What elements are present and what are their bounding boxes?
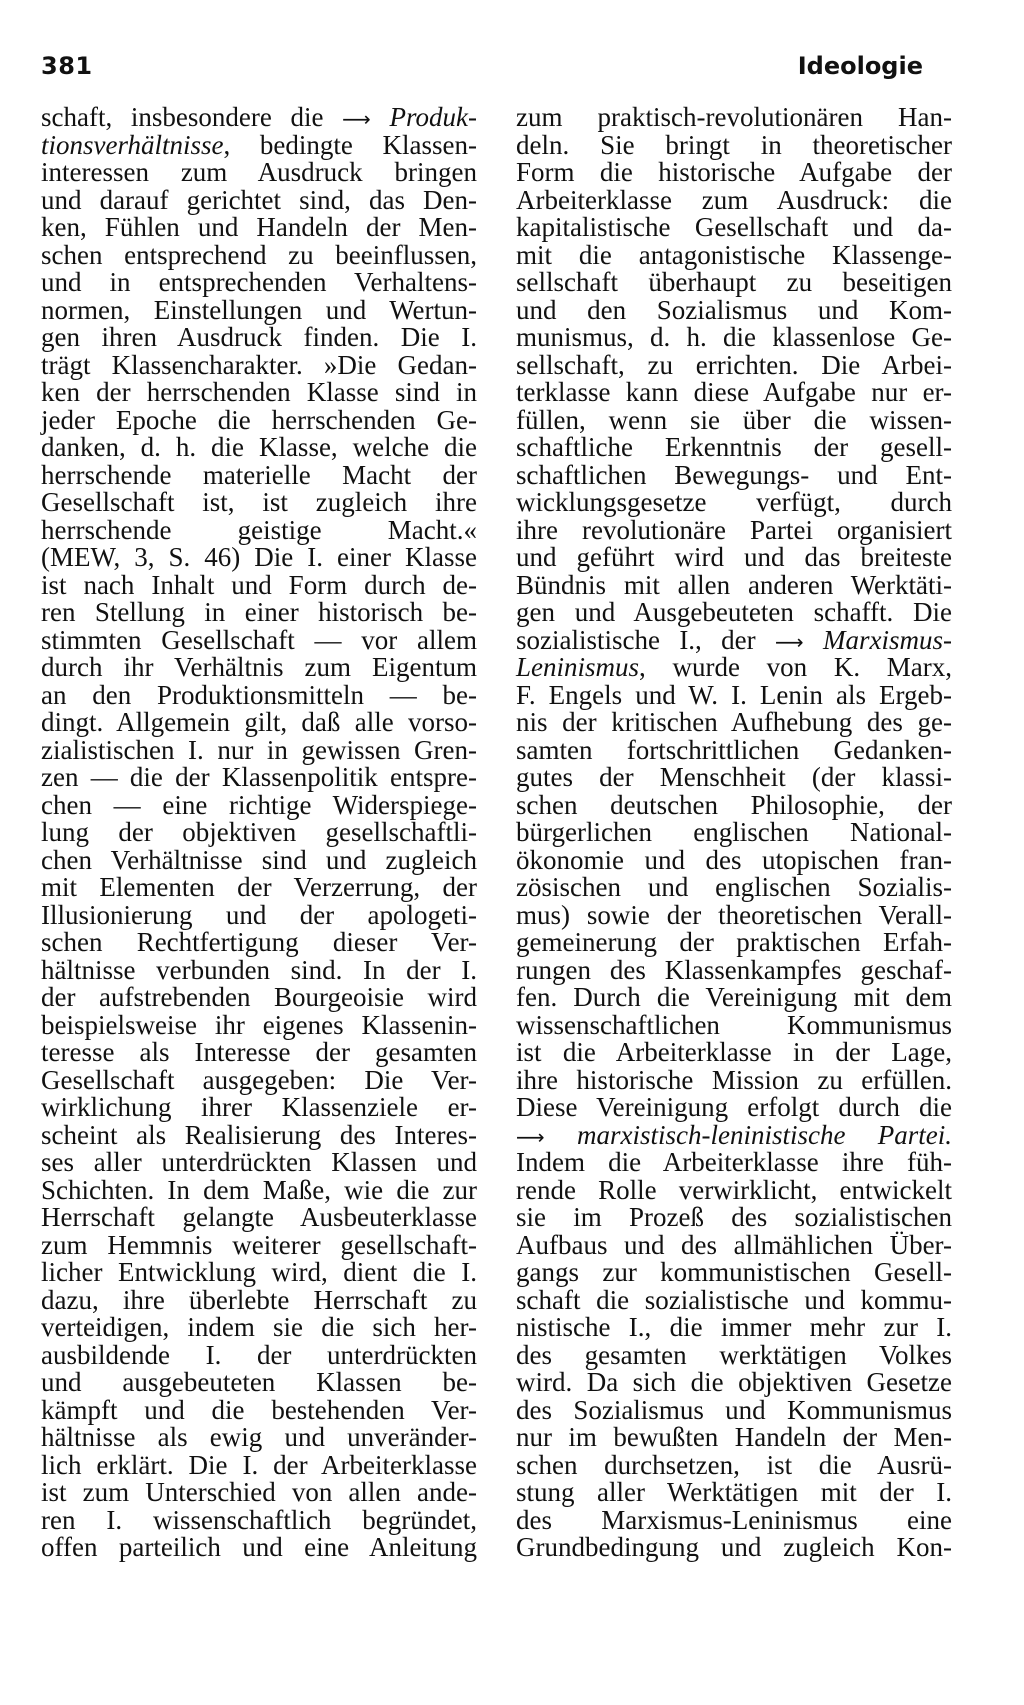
text-line xyxy=(516,104,952,132)
text-line xyxy=(516,844,952,875)
text-line xyxy=(41,899,477,930)
text-line xyxy=(41,1424,477,1452)
text-line xyxy=(41,624,477,655)
text-segment: dingt. Allgemein gilt, daß alle vorso- xyxy=(41,707,477,737)
text-line xyxy=(516,1064,952,1095)
text-line xyxy=(41,734,477,765)
text-segment: wissenschaftlichen Kommunismus xyxy=(516,1009,952,1040)
text-line xyxy=(516,459,952,490)
text-segment: und darauf gerichtet sind, das Den- xyxy=(41,184,477,215)
text-segment: scheint als Realisierung des Interes- xyxy=(41,1119,477,1150)
text-segment: gen und Ausgebeuteten schafft. Die xyxy=(516,597,952,627)
text-line xyxy=(516,874,952,902)
text-line xyxy=(41,1284,477,1315)
cross-reference-term: marxistisch-leninistische Partei. xyxy=(544,1119,952,1150)
text-line xyxy=(41,1369,477,1397)
text-line xyxy=(41,1259,477,1287)
text-segment: bürgerlichen englischen National- xyxy=(516,817,952,847)
text-segment: ren I. wissenschaftlich begründet, xyxy=(41,1504,477,1535)
text-segment: normen, Einstellungen und Wertun- xyxy=(41,294,477,325)
text-line xyxy=(41,129,477,160)
text-segment: zösischen und englischen Sozialis- xyxy=(516,872,952,902)
text-segment: gen ihren Ausdruck finden. Die I. xyxy=(41,322,477,352)
text-line xyxy=(516,599,952,627)
text-segment: ist nach Inhalt und Form durch de- xyxy=(41,569,477,600)
text-segment: des Marxismus-Leninismus eine xyxy=(516,1504,952,1535)
cross-reference-term: Leninismus xyxy=(516,652,640,682)
text-line xyxy=(516,984,952,1012)
text-segment: füllen, wenn sie über die wissen- xyxy=(516,404,952,435)
running-head: Ideologie xyxy=(797,52,923,80)
text-segment: ist zum Unterschied von allen ande- xyxy=(41,1477,477,1507)
text-segment: und ausgebeuteten Klassen be- xyxy=(41,1367,477,1397)
text-line xyxy=(516,294,952,325)
text-segment: Aufbaus und des allmählichen Über- xyxy=(516,1229,952,1260)
text-segment: mit Elementen der Verzerrung, der xyxy=(41,872,477,902)
text-segment: beispielsweise ihr eigenes Klassenin- xyxy=(41,1009,477,1040)
text-segment: fen. Durch die Vereinigung mit dem xyxy=(516,982,952,1012)
cross-reference-arrow-icon: ⟶ xyxy=(516,1124,545,1149)
cross-reference-arrow-icon: ⟶ xyxy=(342,107,371,131)
text-segment: Schichten. In dem Maße, wie die zur xyxy=(41,1174,477,1205)
text-line xyxy=(41,1479,477,1507)
text-line xyxy=(41,1314,477,1342)
text-line xyxy=(516,514,952,545)
text-segment: danken, d. h. die Klasse, welche die xyxy=(41,432,477,462)
text-segment: kämpft und die bestehenden Ver- xyxy=(41,1394,477,1425)
text-segment: Bündnis mit allen anderen Werktäti- xyxy=(516,569,952,600)
text-segment: und in entsprechenden Verhaltens- xyxy=(41,267,477,297)
text-line xyxy=(41,269,477,297)
text-segment: , wurde von K. Marx, xyxy=(639,652,952,682)
text-line xyxy=(516,709,952,737)
text-line xyxy=(41,984,477,1012)
text-segment: schen Rechtfertigung dieser Ver- xyxy=(41,927,477,957)
text-line xyxy=(516,349,952,380)
text-line xyxy=(41,844,477,875)
text-segment: ökonomie und des utopischen fran- xyxy=(516,844,952,875)
text-segment: schen entsprechend zu beeinflussen, xyxy=(41,239,477,270)
text-segment: der aufstrebenden Bourgeoisie wird xyxy=(41,982,477,1012)
text-segment: zialistischen I. nur in gewissen Gren- xyxy=(41,734,477,765)
text-line xyxy=(516,1094,952,1122)
text-line xyxy=(41,1229,477,1260)
text-line xyxy=(41,514,477,545)
text-segment: samten fortschrittlichen Gedanken- xyxy=(516,734,952,765)
cross-reference-term: Produk- xyxy=(370,102,477,132)
text-line xyxy=(41,789,477,820)
text-segment: zum praktisch-revolutionären Han- xyxy=(516,102,952,132)
text-segment: nur im bewußten Handeln der Men- xyxy=(516,1422,952,1452)
text-segment: mit die antagonistische Klassenge- xyxy=(516,239,952,270)
text-line xyxy=(516,789,952,820)
text-line xyxy=(516,1479,952,1507)
text-line xyxy=(516,1339,952,1370)
text-segment: ihre revolutionäre Partei organisiert xyxy=(516,514,952,545)
text-line xyxy=(516,1174,952,1205)
text-line xyxy=(41,1504,477,1535)
text-line xyxy=(516,1394,952,1425)
text-line xyxy=(41,159,477,187)
text-line xyxy=(41,489,477,517)
text-segment: zen — die der Klassenpolitik entspre- xyxy=(41,762,477,792)
text-segment: sie im Prozeß des sozialistischen xyxy=(516,1202,952,1232)
text-line xyxy=(516,1534,952,1562)
text-line xyxy=(41,459,477,490)
text-segment: trägt Klassencharakter. »Die Gedan- xyxy=(41,349,477,380)
text-segment: wird. Da sich die objektiven Gesetze xyxy=(516,1367,952,1397)
text-segment: ihre historische Mission zu erfüllen. xyxy=(516,1064,952,1095)
text-line xyxy=(41,954,477,985)
text-line xyxy=(516,1149,952,1177)
text-line xyxy=(516,1424,952,1452)
text-line xyxy=(516,1449,952,1480)
text-segment: Gesellschaft ist, ist zugleich ihre xyxy=(41,487,477,517)
text-line xyxy=(516,1009,952,1040)
text-line xyxy=(516,1119,952,1150)
text-segment: Diese Vereinigung erfolgt durch die xyxy=(516,1092,952,1122)
text-segment: stung aller Werktätigen mit der I. xyxy=(516,1477,952,1507)
text-line xyxy=(41,654,477,682)
text-line xyxy=(41,599,477,627)
text-line xyxy=(516,1259,952,1287)
text-segment: hältnisse verbunden sind. In der I. xyxy=(41,954,477,985)
text-segment: teresse als Interesse der gesamten xyxy=(41,1037,477,1067)
text-segment: hältnisse als ewig und unveränder- xyxy=(41,1422,477,1452)
cross-reference-term: Marxismus- xyxy=(803,624,952,655)
text-segment: ken, Fühlen und Handeln der Men- xyxy=(41,212,477,242)
text-line xyxy=(516,1504,952,1535)
text-segment: munismus, d. h. die klassenlose Ge- xyxy=(516,322,952,352)
text-line xyxy=(516,379,952,407)
text-segment: verteidigen, indem sie die sich her- xyxy=(41,1312,477,1342)
cross-reference-term: tionsverhältnisse xyxy=(41,129,224,160)
text-line xyxy=(41,1534,477,1562)
text-line xyxy=(516,1314,952,1342)
text-segment: F. Engels und W. I. Lenin als Ergeb- xyxy=(516,679,952,710)
text-segment: und den Sozialismus und Kom- xyxy=(516,294,952,325)
text-line xyxy=(516,159,952,187)
text-line xyxy=(516,1204,952,1232)
text-line xyxy=(516,679,952,710)
text-segment: schen durchsetzen, ist die Ausrü- xyxy=(516,1449,952,1480)
text-segment: Grundbedingung und zugleich Kon- xyxy=(516,1532,952,1562)
text-line xyxy=(516,269,952,297)
text-segment: ausbildende I. der unterdrückten xyxy=(41,1339,477,1370)
text-line xyxy=(516,734,952,765)
text-segment: herrschende materielle Macht der xyxy=(41,459,477,490)
text-line xyxy=(41,349,477,380)
text-segment: sellschaft, zu errichten. Die Arbei- xyxy=(516,349,952,380)
text-segment: lich erklärt. Die I. der Arbeiterklasse xyxy=(41,1449,477,1480)
text-segment: deln. Sie bringt in theoretischer xyxy=(516,129,952,160)
text-line xyxy=(516,239,952,270)
page-number: 381 xyxy=(41,52,93,80)
text-line xyxy=(41,1064,477,1095)
text-line xyxy=(516,1369,952,1397)
text-segment: dazu, ihre überlebte Herrschaft zu xyxy=(41,1284,477,1315)
text-segment: ses aller unterdrückten Klassen und xyxy=(41,1147,477,1177)
text-segment: chen — eine richtige Widerspiege- xyxy=(41,789,477,820)
text-segment: mus) sowie der theoretischen Verall- xyxy=(516,899,952,930)
text-line xyxy=(41,764,477,792)
text-segment: kapitalistische Gesellschaft und da- xyxy=(516,212,952,242)
text-line xyxy=(41,404,477,435)
text-line xyxy=(516,929,952,957)
text-segment: schaft, insbesondere die xyxy=(41,102,343,132)
text-segment: jeder Epoche die herrschenden Ge- xyxy=(41,404,477,435)
text-segment: sellschaft überhaupt zu beseitigen xyxy=(516,267,952,297)
text-segment: stimmten Gesellschaft — vor allem xyxy=(41,624,477,655)
text-line xyxy=(41,544,477,572)
text-segment: an den Produktionsmitteln — be- xyxy=(41,679,477,710)
text-segment: (MEW, 3, S. 46) Die I. einer Klasse xyxy=(41,542,477,572)
text-segment: des Sozialismus und Kommunismus xyxy=(516,1394,952,1425)
text-segment: terklasse kann diese Aufgabe nur er- xyxy=(516,377,952,407)
text-segment: Indem die Arbeiterklasse ihre füh- xyxy=(516,1147,952,1177)
text-line xyxy=(41,1174,477,1205)
text-segment: durch ihr Verhältnis zum Eigentum xyxy=(41,652,477,682)
text-line xyxy=(41,679,477,710)
text-segment: Form die historische Aufgabe der xyxy=(516,157,952,187)
text-segment: gutes der Menschheit (der klassi- xyxy=(516,762,952,792)
text-line xyxy=(41,239,477,270)
text-segment: lung der objektiven gesellschaftli- xyxy=(41,817,477,847)
text-line xyxy=(41,874,477,902)
text-segment: schen deutschen Philosophie, der xyxy=(516,789,952,820)
text-line xyxy=(41,1394,477,1425)
text-line xyxy=(41,709,477,737)
text-line xyxy=(516,569,952,600)
text-segment: , bedingte Klassen- xyxy=(223,129,477,160)
text-line xyxy=(41,1149,477,1177)
text-segment: wicklungsgesetze verfügt, durch xyxy=(516,487,952,517)
text-segment: ren Stellung in einer historisch be- xyxy=(41,597,477,627)
text-line xyxy=(516,214,952,242)
text-line xyxy=(516,764,952,792)
text-line xyxy=(41,324,477,352)
text-segment: chen Verhältnisse sind und zugleich xyxy=(41,844,477,875)
text-segment: zum Hemmnis weiterer gesellschaft- xyxy=(41,1229,477,1260)
text-line xyxy=(41,1204,477,1232)
text-line xyxy=(516,624,952,655)
text-line xyxy=(41,184,477,215)
text-line xyxy=(41,1094,477,1122)
text-line xyxy=(516,1229,952,1260)
text-line xyxy=(41,434,477,462)
text-line xyxy=(41,569,477,600)
text-segment: rende Rolle verwirklicht, entwickelt xyxy=(516,1174,952,1205)
text-line xyxy=(516,899,952,930)
text-segment: licher Entwicklung wird, dient die I. xyxy=(41,1257,477,1287)
cross-reference-arrow-icon: ⟶ xyxy=(774,629,804,654)
text-line xyxy=(41,819,477,847)
text-segment: rungen des Klassenkampfes geschaf- xyxy=(516,954,952,985)
text-line xyxy=(516,129,952,160)
text-line xyxy=(516,324,952,352)
text-segment: und geführt wird und das breiteste xyxy=(516,542,952,572)
text-segment: nistische I., die immer mehr zur I. xyxy=(516,1312,952,1342)
right-column xyxy=(516,104,952,1562)
text-line xyxy=(41,104,477,132)
text-line xyxy=(41,1339,477,1370)
text-line xyxy=(41,294,477,325)
text-line xyxy=(516,1284,952,1315)
text-segment: sozialistische I., der xyxy=(516,624,775,655)
text-line xyxy=(516,654,952,682)
text-segment: nis der kritischen Aufhebung des ge- xyxy=(516,707,952,737)
text-segment: ken der herrschenden Klasse sind in xyxy=(41,377,477,407)
text-line xyxy=(516,184,952,215)
text-segment: Gesellschaft ausgegeben: Die Ver- xyxy=(41,1064,477,1095)
text-segment: ist die Arbeiterklasse in der Lage, xyxy=(516,1037,952,1067)
text-segment: Herrschaft gelangte Ausbeuterklasse xyxy=(41,1202,477,1232)
text-line xyxy=(41,1449,477,1480)
text-line xyxy=(516,954,952,985)
text-line xyxy=(516,489,952,517)
left-column xyxy=(41,104,477,1562)
text-line xyxy=(516,544,952,572)
text-segment: des gesamten werktätigen Volkes xyxy=(516,1339,952,1370)
text-line xyxy=(516,1039,952,1067)
text-segment: gangs zur kommunistischen Gesell- xyxy=(516,1257,952,1287)
text-line xyxy=(41,1009,477,1040)
text-line xyxy=(41,379,477,407)
text-segment: gemeinerung der praktischen Erfah- xyxy=(516,927,952,957)
text-line xyxy=(41,1039,477,1067)
text-segment: schaftliche Erkenntnis der gesell- xyxy=(516,432,952,462)
text-segment: interessen zum Ausdruck bringen xyxy=(41,157,477,187)
text-line xyxy=(516,819,952,847)
text-line xyxy=(41,214,477,242)
text-line xyxy=(516,434,952,462)
text-line xyxy=(41,929,477,957)
text-segment: schaftlichen Bewegungs- und Ent- xyxy=(516,459,952,490)
text-segment: wirklichung ihrer Klassenziele er- xyxy=(41,1092,477,1122)
text-line xyxy=(516,404,952,435)
text-line xyxy=(41,1119,477,1150)
text-segment: Illusionierung und der apologeti- xyxy=(41,899,477,930)
text-segment: herrschende geistige Macht.« xyxy=(41,514,477,545)
text-segment: schaft die sozialistische und kommu- xyxy=(516,1284,952,1315)
text-segment: offen parteilich und eine Anleitung xyxy=(41,1532,477,1562)
text-segment: Arbeiterklasse zum Ausdruck: die xyxy=(516,184,952,215)
